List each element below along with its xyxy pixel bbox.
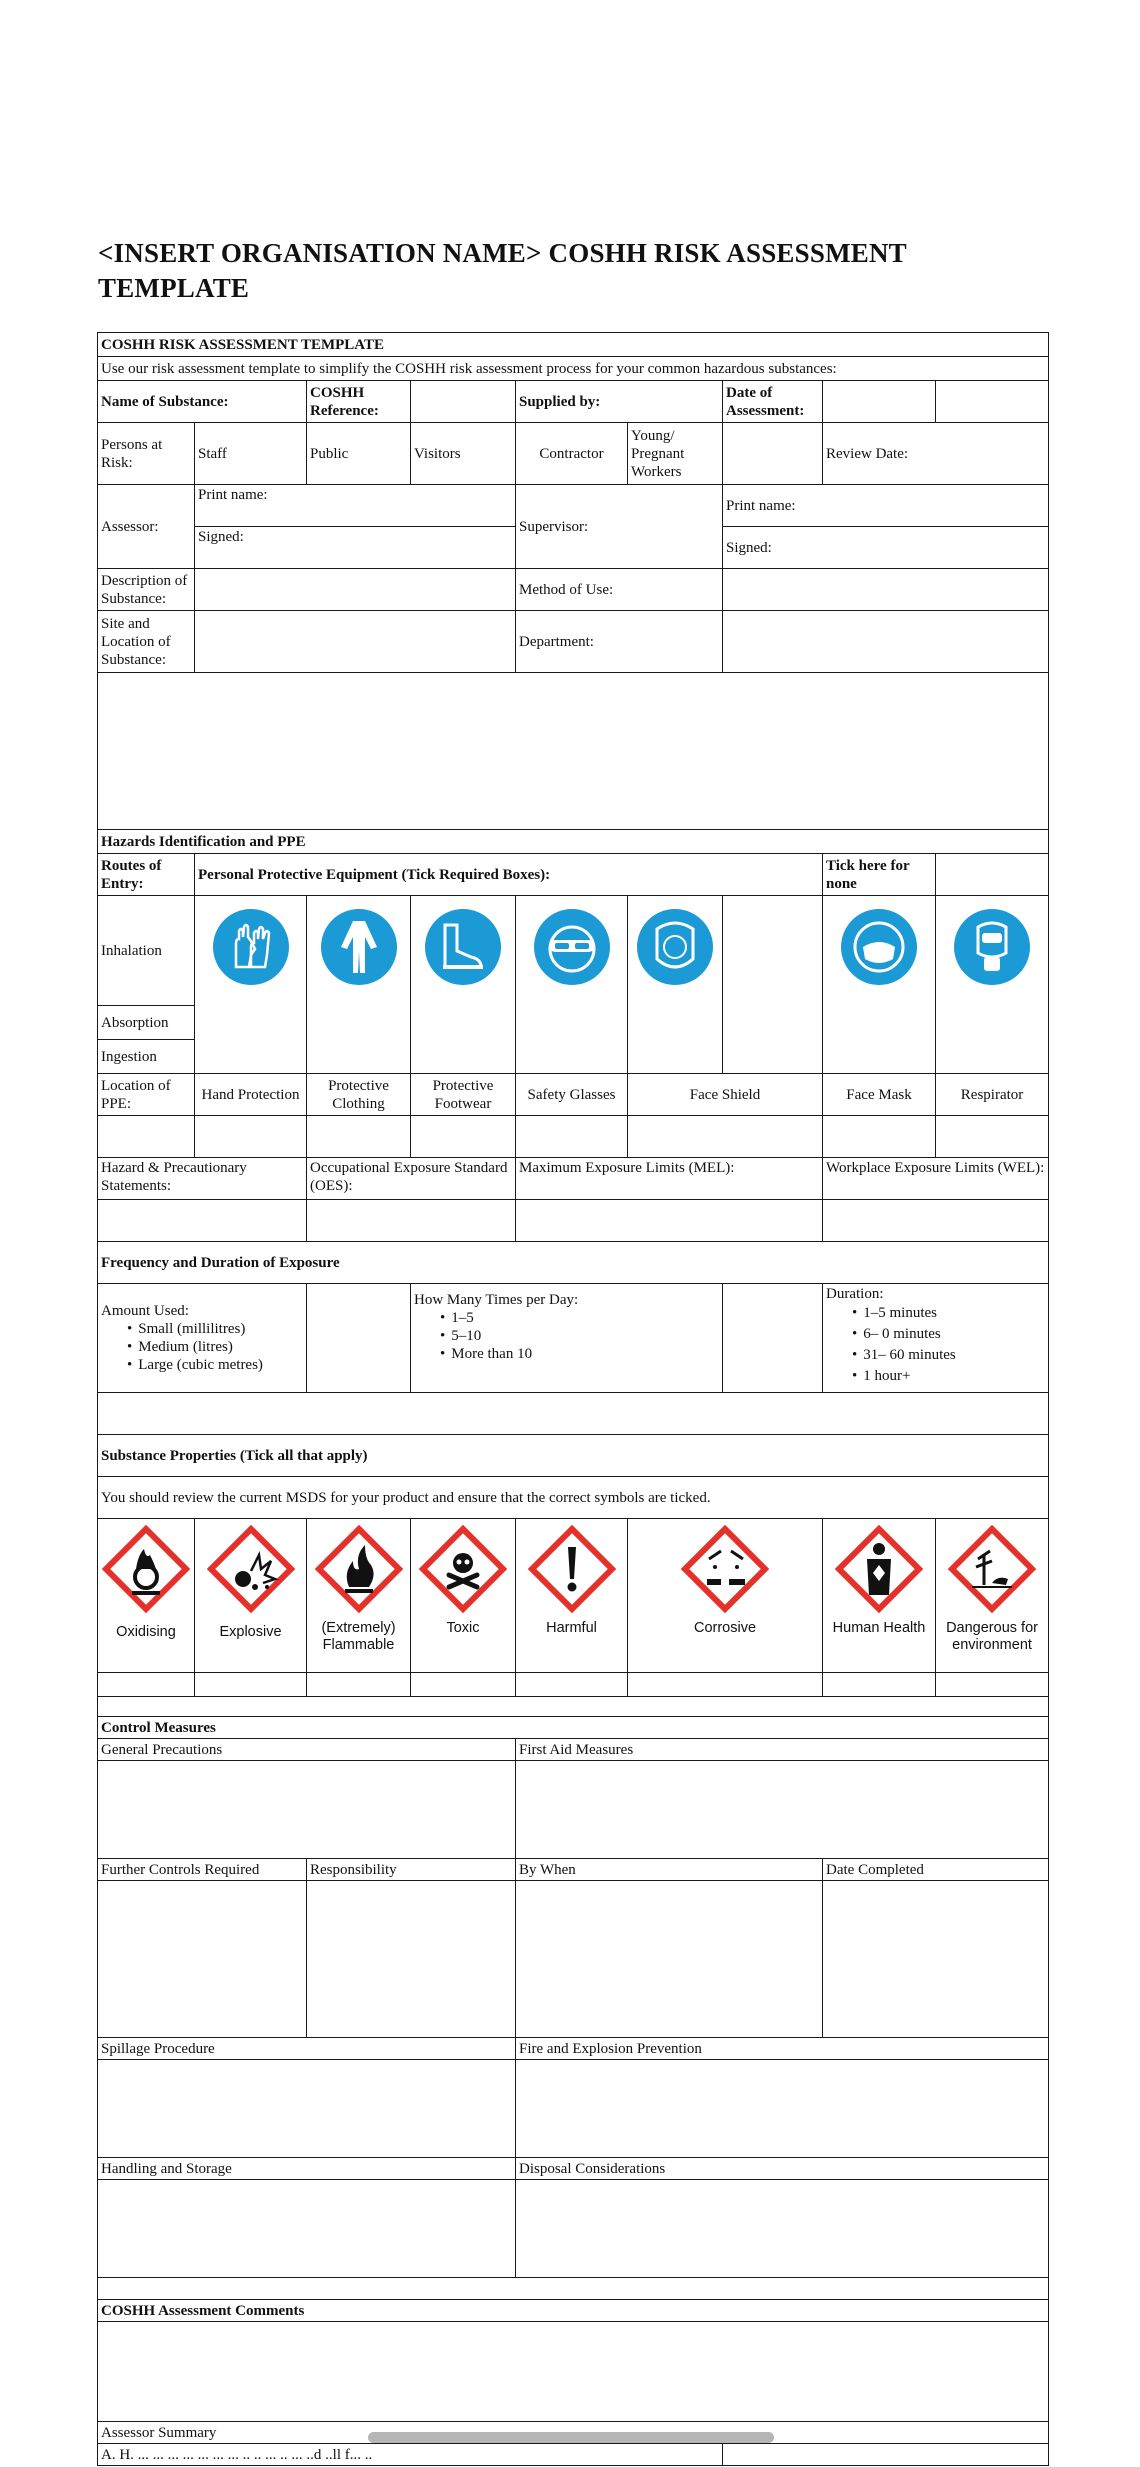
site-location-field[interactable] [195,611,516,673]
ppe-gloves-cell[interactable] [195,896,307,1074]
supervisor-signed[interactable]: Signed: [723,527,1049,569]
staff-option[interactable]: Staff [195,423,307,485]
amount-list [101,1320,303,1374]
ppe-label-face-shield: Face Shield [628,1074,823,1116]
protective-footwear-icon [423,907,503,987]
handling-storage-field[interactable] [98,2180,516,2278]
ppe-label-respirator: Respirator [936,1074,1049,1116]
ppe-label-clothing: Protective Clothing [307,1074,411,1116]
explosive-icon [207,1525,295,1613]
properties-section-title: Substance Properties (Tick all that apply) [98,1435,1049,1477]
spacer-row [98,1697,1049,1717]
duration-label: Duration: [826,1286,884,1302]
oes-label: Occupational Exposure Standard (OES): [307,1158,516,1200]
ppe-tick-blank [98,1116,195,1158]
responsibility-field[interactable] [307,1881,516,2038]
supplied-by-label: Supplied by: [516,381,723,423]
method-of-use-field[interactable] [723,569,1049,611]
cut-off-text: A. H. ... ... ... ... ... ... ... .. .. ... .. ... ..d ..ll f... .. [98,2444,723,2466]
mel-field[interactable] [516,1200,823,1242]
symbol-explosive[interactable] [195,1519,307,1673]
ppe-tick-footwear[interactable] [411,1116,516,1158]
spillage-field[interactable] [98,2060,516,2158]
persons-at-risk-label: Persons at Risk: [98,423,195,485]
ppe-heading: Personal Protective Equipment (Tick Required Boxes): [195,854,823,896]
public-option[interactable]: Public [307,423,411,485]
disposal-label: Disposal Considerations [516,2158,1049,2180]
oes-field[interactable] [307,1200,516,1242]
symbol-corrosive-label: Corrosive [693,1620,757,1636]
how-many-cell[interactable] [411,1284,723,1393]
oxidising-icon [102,1525,190,1613]
spacer-row-2 [98,2278,1049,2300]
table-title: COSHH RISK ASSESSMENT TEMPLATE [98,333,1049,357]
persons-extra-field[interactable] [723,423,823,485]
symbol-harmful-label: Harmful [546,1620,597,1636]
amount-tick[interactable] [307,1284,411,1393]
msds-note: You should review the current MSDS for your product and ensure that the correct symbols are ticked. [98,1477,1049,1519]
control-section-title: Control Measures [98,1717,1049,1739]
supervisor-label: Supervisor: [516,485,723,569]
by-when-field[interactable] [516,1881,823,2038]
symbol-toxic[interactable] [411,1519,516,1673]
symbol-tick-corrosive[interactable] [628,1673,823,1697]
horizontal-scrollbar[interactable] [368,2432,774,2443]
inhalation-label: Inhalation [98,896,195,1006]
assessor-summary-label: Assessor Summary [98,2422,1049,2444]
coshh-reference-label: COSHH Reference: [307,381,411,423]
general-precautions-label: General Precautions [98,1739,516,1761]
site-location-label: Site and Location of Substance: [98,611,195,673]
ppe-label-footwear: Protective Footwear [411,1074,516,1116]
amount-large: • Large (cubic metres) [127,1356,303,1374]
by-when-label: By When [516,1859,823,1881]
description-label: Description of Substance: [98,569,195,611]
ppe-tick-face-mask[interactable] [823,1116,936,1158]
tick-none-label: Tick here for none [823,854,936,896]
tick-none-box[interactable] [936,854,1049,896]
symbol-tick-environment[interactable] [936,1673,1049,1697]
date-of-assessment-field[interactable] [823,381,936,423]
gloves-icon [211,907,291,987]
symbol-explosive-label: Explosive [219,1624,282,1640]
name-of-substance-label: Name of Substance: [98,381,307,423]
assessor-print-name[interactable]: Print name: [195,485,516,527]
symbol-environment-label: Dangerous for environment [946,1620,1038,1653]
face-shield-icon [635,907,715,987]
symbol-tick-explosive[interactable] [195,1673,307,1697]
symbol-flammable[interactable] [307,1519,411,1673]
page-title: <INSERT ORGANISATION NAME> COSHH RISK ASSESSMENT TEMPLATE [98,238,907,303]
ppe-face-shield-cell[interactable] [628,896,723,1074]
symbol-oxidising-label: Oxidising [116,1624,176,1640]
young-pregnant-option[interactable]: Young/ Pregnant Workers [628,423,723,485]
ppe-respirator-cell[interactable] [936,896,1049,1074]
how-many-tick[interactable] [723,1284,823,1393]
general-precautions-field[interactable] [98,1761,516,1859]
ppe-tick-glasses[interactable] [516,1116,628,1158]
ppe-mask-cell[interactable] [823,896,936,1074]
symbol-tick-toxic[interactable] [411,1673,516,1697]
symbol-oxidising[interactable] [98,1519,195,1673]
coshh-reference-field[interactable] [411,381,516,423]
respirator-icon [952,907,1032,987]
symbol-corrosive[interactable] [628,1519,823,1673]
comments-field[interactable] [98,2322,1049,2422]
ppe-glasses-cell[interactable] [516,896,628,1074]
symbol-tick-harmful[interactable] [516,1673,628,1697]
duration-list [826,1303,1045,1387]
ppe-tick-hand[interactable] [195,1116,307,1158]
cut-off-field[interactable] [723,2444,1049,2466]
flammable-icon [315,1525,403,1613]
ppe-tick-face-shield[interactable] [628,1116,823,1158]
symbol-tick-oxidising[interactable] [98,1673,195,1697]
symbol-toxic-label: Toxic [446,1620,480,1636]
ppe-tick-clothing[interactable] [307,1116,411,1158]
symbol-tick-human-health[interactable] [823,1673,936,1697]
times-list [414,1309,719,1363]
harmful-icon [528,1525,616,1613]
disposal-field[interactable] [516,2180,1049,2278]
corrosive-icon [681,1525,769,1613]
wel-field[interactable] [823,1200,1049,1242]
first-aid-label: First Aid Measures [516,1739,1049,1761]
amount-used-label: Amount Used: [101,1303,189,1319]
department-label: Department: [516,611,723,673]
hazard-statements-label: Hazard & Precautionary Statements: [98,1158,307,1200]
department-field[interactable] [723,611,1049,673]
contractor-option[interactable]: Contractor [516,423,628,485]
spillage-label: Spillage Procedure [98,2038,516,2060]
ppe-label-glasses: Safety Glasses [516,1074,628,1116]
times-3: • More than 10 [440,1345,719,1363]
handling-storage-label: Handling and Storage [98,2158,516,2180]
human-health-icon [835,1525,923,1613]
times-2: • 5–10 [440,1327,719,1345]
protective-clothing-icon [319,907,399,987]
mel-label: Maximum Exposure Limits (MEL): [516,1158,823,1200]
review-date-label: Review Date: [823,423,1049,485]
ppe-footwear-cell[interactable] [411,896,516,1074]
first-aid-field[interactable] [516,1761,1049,1859]
notes-area[interactable] [98,673,1049,830]
fire-explosion-field[interactable] [516,2060,1049,2158]
supervisor-print-name[interactable]: Print name: [723,485,1049,527]
environment-icon [948,1525,1036,1613]
method-of-use-label: Method of Use: [516,569,723,611]
further-controls-field[interactable] [98,1881,307,2038]
ingestion-label: Ingestion [98,1040,195,1074]
wel-label: Workplace Exposure Limits (WEL): [823,1158,1049,1200]
location-of-ppe-label: Location of PPE: [98,1074,195,1116]
frequency-section-title: Frequency and Duration of Exposure [98,1242,1049,1284]
assessor-signed[interactable]: Signed: [195,527,516,569]
hazards-section-title: Hazards Identification and PPE [98,830,1049,854]
amount-used-cell[interactable] [98,1284,307,1393]
date-of-assessment-extra[interactable] [936,381,1049,423]
ppe-label-face-mask: Face Mask [823,1074,936,1116]
toxic-icon [419,1525,507,1613]
date-completed-label: Date Completed [823,1859,1049,1881]
routes-of-entry-label: Routes of Entry: [98,854,195,896]
date-of-assessment-label: Date of Assessment: [723,381,823,423]
frequency-notes[interactable] [98,1393,1049,1435]
duration-4: • 1 hour+ [852,1366,1045,1387]
intro-text: Use our risk assessment template to simplify the COSHH risk assessment process for your common hazardous substances: [98,357,1049,381]
date-completed-field[interactable] [823,1881,1049,2038]
visitors-option[interactable]: Visitors [411,423,516,485]
coshh-form-table [97,332,1049,2466]
safety-glasses-icon [532,907,612,987]
description-field[interactable] [195,569,516,611]
ppe-label-hand: Hand Protection [195,1074,307,1116]
hazard-statements-field[interactable] [98,1200,307,1242]
amount-medium: • Medium (litres) [127,1338,303,1356]
duration-2: • 6– 0 minutes [852,1324,1045,1345]
ppe-tick-respirator[interactable] [936,1116,1049,1158]
responsibility-label: Responsibility [307,1859,516,1881]
how-many-label: How Many Times per Day: [414,1292,579,1308]
symbol-flammable-label: (Extremely) Flammable [321,1620,396,1653]
symbol-environment[interactable] [936,1519,1049,1673]
ppe-clothing-cell[interactable] [307,896,411,1074]
symbol-human-health[interactable] [823,1519,936,1673]
face-mask-icon [839,907,919,987]
duration-cell[interactable] [823,1284,1049,1393]
duration-3: • 31– 60 minutes [852,1345,1045,1366]
ppe-empty-cell[interactable] [723,896,823,1074]
further-controls-label: Further Controls Required [98,1859,307,1881]
fire-explosion-label: Fire and Explosion Prevention [516,2038,1049,2060]
absorption-label: Absorption [98,1006,195,1040]
times-1: • 1–5 [440,1309,719,1327]
assessor-label: Assessor: [98,485,195,569]
comments-section-title: COSHH Assessment Comments [98,2300,1049,2322]
amount-small: • Small (millilitres) [127,1320,303,1338]
symbol-tick-flammable[interactable] [307,1673,411,1697]
duration-1: • 1–5 minutes [852,1303,1045,1324]
symbol-human-health-label: Human Health [832,1620,926,1636]
symbol-harmful[interactable] [516,1519,628,1673]
